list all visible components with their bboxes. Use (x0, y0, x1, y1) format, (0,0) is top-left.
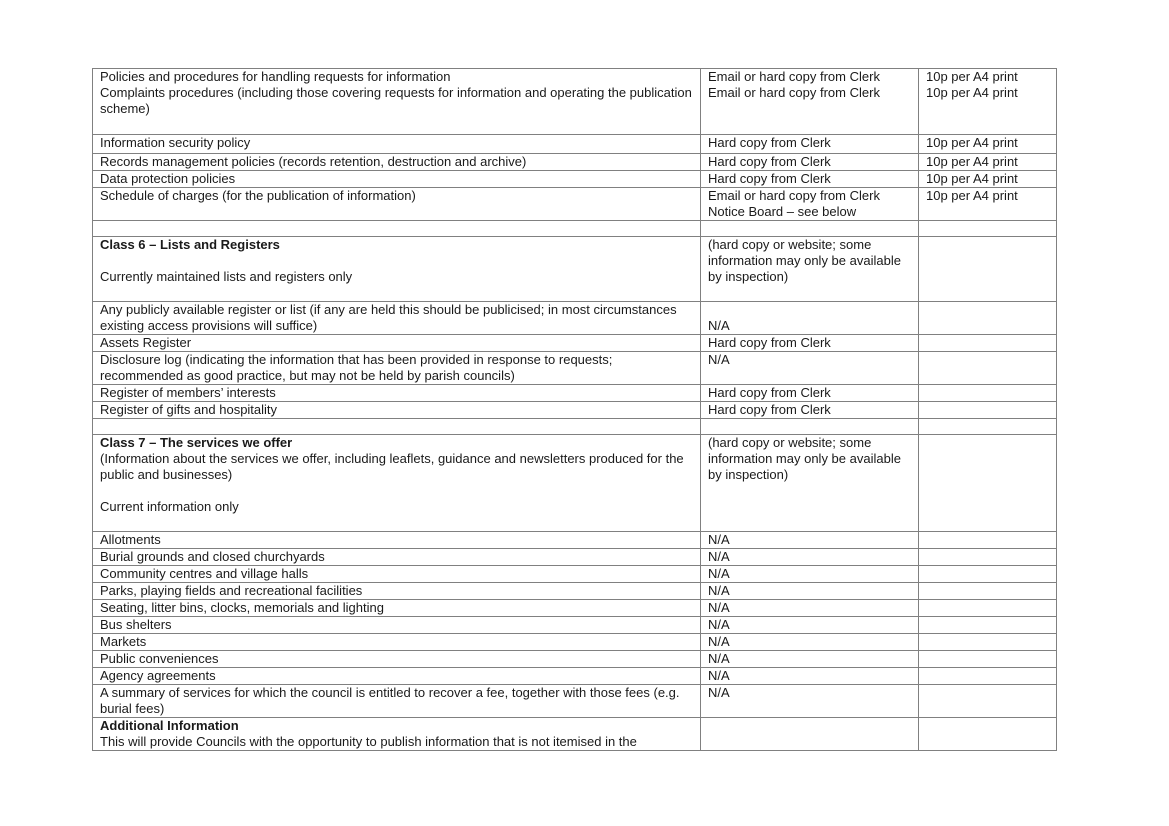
availability-cell (701, 718, 919, 751)
table-row (93, 352, 1057, 385)
cost-cell (919, 385, 1057, 402)
table-row (93, 135, 1057, 154)
availability-cell (701, 154, 919, 171)
cell-text: 10p per A4 print (926, 188, 1018, 203)
cost-cell (919, 435, 1057, 532)
cost-cell (919, 221, 1057, 237)
information-cell (93, 617, 701, 634)
information-cell (93, 221, 701, 237)
cell-text: Email or hard copy from Clerk Email or hard copy from Clerk (708, 69, 880, 100)
information-cell (93, 302, 701, 335)
cell-text: Register of gifts and hospitality (100, 402, 278, 417)
information-cell (93, 69, 701, 135)
table-row (93, 532, 1057, 549)
cell-text: N/A (708, 651, 730, 666)
cost-cell (919, 135, 1057, 154)
cell-text: Allotments (100, 532, 161, 547)
cell-text: N/A (708, 668, 730, 683)
class-heading: Class 6 – Lists and Registers (100, 237, 280, 252)
cell-text: Bus shelters (100, 617, 172, 632)
cell-text: N/A (708, 352, 730, 367)
table-row (93, 402, 1057, 419)
cell-text: Hard copy from Clerk (708, 402, 831, 417)
cost-cell (919, 419, 1057, 435)
table-row (93, 685, 1057, 718)
table-row (93, 634, 1057, 651)
spacer-row (93, 221, 1057, 237)
information-cell (93, 634, 701, 651)
availability-cell (701, 385, 919, 402)
cell-text: Records management policies (records retention, destruction and archive) (100, 154, 527, 169)
class-heading: Class 7 – The services we offer (100, 435, 293, 450)
cost-cell (919, 402, 1057, 419)
cell-text: Seating, litter bins, clocks, memorials and lighting (100, 600, 384, 615)
cell-text: N/A (708, 566, 730, 581)
information-cell (93, 402, 701, 419)
cost-cell (919, 188, 1057, 221)
table-row (93, 171, 1057, 188)
table-row (93, 385, 1057, 402)
table-row (93, 302, 1057, 335)
information-cell (93, 566, 701, 583)
cell-text: 10p per A4 print (926, 135, 1018, 150)
availability-cell (701, 435, 919, 532)
cost-cell (919, 600, 1057, 617)
information-cell (93, 385, 701, 402)
cell-text: N/A (708, 600, 730, 615)
table-row (93, 600, 1057, 617)
cost-cell (919, 154, 1057, 171)
availability-cell (701, 600, 919, 617)
availability-cell (701, 532, 919, 549)
availability-cell (701, 651, 919, 668)
cost-cell (919, 685, 1057, 718)
cell-text: N/A (708, 685, 730, 700)
cost-cell (919, 549, 1057, 566)
cell-text: N/A (708, 617, 730, 632)
information-cell (93, 549, 701, 566)
availability-cell (701, 402, 919, 419)
cell-text: 10p per A4 print (926, 171, 1018, 186)
information-cell (93, 718, 701, 751)
availability-cell (701, 566, 919, 583)
information-cell (93, 188, 701, 221)
availability-cell (701, 335, 919, 352)
class-description: Currently maintained lists and registers only (100, 269, 353, 284)
cell-text: N/A (708, 532, 730, 547)
availability-cell (701, 668, 919, 685)
availability-cell (701, 221, 919, 237)
cell-text: Assets Register (100, 335, 192, 350)
class-heading: Additional Information (100, 718, 239, 733)
cost-cell (919, 532, 1057, 549)
availability-cell (701, 583, 919, 600)
cell-text: Markets (100, 634, 147, 649)
cell-text: Email or hard copy from Clerk Notice Board – see below (708, 188, 880, 219)
cell-text: Community centres and village halls (100, 566, 309, 581)
spacer-row (93, 419, 1057, 435)
table-row (93, 617, 1057, 634)
availability-cell (701, 188, 919, 221)
cell-text: Parks, playing fields and recreational facilities (100, 583, 363, 598)
class-description: This will provide Councils with the opportunity to publish information that is not itemised in the (100, 734, 637, 749)
cost-cell (919, 634, 1057, 651)
cost-cell (919, 718, 1057, 751)
cell-text: N/A (708, 549, 730, 564)
information-cell (93, 237, 701, 302)
availability-cell (701, 171, 919, 188)
cell-text: Information security policy (100, 135, 251, 150)
cell-text: Disclosure log (indicating the information that has been provided in response to requests; recommended as good practice, but may not be held by parish councils) (100, 352, 613, 383)
cell-text: 10p per A4 print (926, 154, 1018, 169)
class-heading-row (93, 435, 1057, 532)
information-cell (93, 419, 701, 435)
cell-text: Data protection policies (100, 171, 236, 186)
information-cell (93, 685, 701, 718)
publication-scheme-table (92, 68, 1057, 751)
cell-text: Hard copy from Clerk (708, 135, 831, 150)
information-cell (93, 668, 701, 685)
cell-text: Hard copy from Clerk (708, 171, 831, 186)
cost-cell (919, 237, 1057, 302)
information-cell (93, 135, 701, 154)
table-row (93, 154, 1057, 171)
cell-text: Burial grounds and closed churchyards (100, 549, 325, 564)
availability-cell (701, 352, 919, 385)
table-row (93, 566, 1057, 583)
cost-cell (919, 617, 1057, 634)
cell-text: Public conveniences (100, 651, 219, 666)
cell-text: Agency agreements (100, 668, 216, 683)
cost-cell (919, 171, 1057, 188)
information-cell (93, 154, 701, 171)
availability-cell (701, 549, 919, 566)
availability-cell (701, 617, 919, 634)
class-description: (Information about the services we offer, including leaflets, guidance and newsletters produced for the public and businesses) Current information only (100, 451, 684, 514)
cell-text: Hard copy from Clerk (708, 385, 831, 400)
cell-text: (hard copy or website; some information may only be available by inspection) (708, 237, 901, 284)
cell-text: N/A (708, 318, 730, 333)
table-row (93, 188, 1057, 221)
cost-cell (919, 302, 1057, 335)
cell-text: N/A (708, 634, 730, 649)
class-heading-row (93, 237, 1057, 302)
table-row (93, 583, 1057, 600)
table-row (93, 549, 1057, 566)
information-cell (93, 532, 701, 549)
cell-text: Any publicly available register or list (if any are held this should be publicised; in most circumstances existing access provisions will suffice) (100, 302, 677, 333)
cost-cell (919, 583, 1057, 600)
availability-cell (701, 685, 919, 718)
cell-text: A summary of services for which the council is entitled to recover a fee, together with those fees (e.g. burial fees) (100, 685, 680, 716)
cell-text: (hard copy or website; some information may only be available by inspection) (708, 435, 901, 482)
information-cell (93, 171, 701, 188)
information-cell (93, 600, 701, 617)
table-row (93, 651, 1057, 668)
cell-text: Register of members’ interests (100, 385, 276, 400)
cost-cell (919, 69, 1057, 135)
availability-cell (701, 634, 919, 651)
availability-cell (701, 69, 919, 135)
cell-text: Hard copy from Clerk (708, 335, 831, 350)
cell-text: Hard copy from Clerk (708, 154, 831, 169)
cost-cell (919, 651, 1057, 668)
information-cell (93, 335, 701, 352)
cell-text: Policies and procedures for handling requests for information Complaints procedures (including those covering requests for information and operating the publication scheme) (100, 69, 692, 116)
information-cell (93, 352, 701, 385)
cell-text: 10p per A4 print 10p per A4 print (926, 69, 1018, 100)
availability-cell (701, 135, 919, 154)
table-row (93, 69, 1057, 135)
cost-cell (919, 668, 1057, 685)
cell-text: N/A (708, 583, 730, 598)
information-cell (93, 583, 701, 600)
information-cell (93, 435, 701, 532)
table-body (93, 69, 1057, 751)
cost-cell (919, 352, 1057, 385)
table-row (93, 668, 1057, 685)
table-row (93, 335, 1057, 352)
availability-cell (701, 419, 919, 435)
availability-cell (701, 302, 919, 335)
class-heading-row (93, 718, 1057, 751)
cost-cell (919, 335, 1057, 352)
information-cell (93, 651, 701, 668)
cost-cell (919, 566, 1057, 583)
availability-cell (701, 237, 919, 302)
cell-text: Schedule of charges (for the publication of information) (100, 188, 416, 203)
